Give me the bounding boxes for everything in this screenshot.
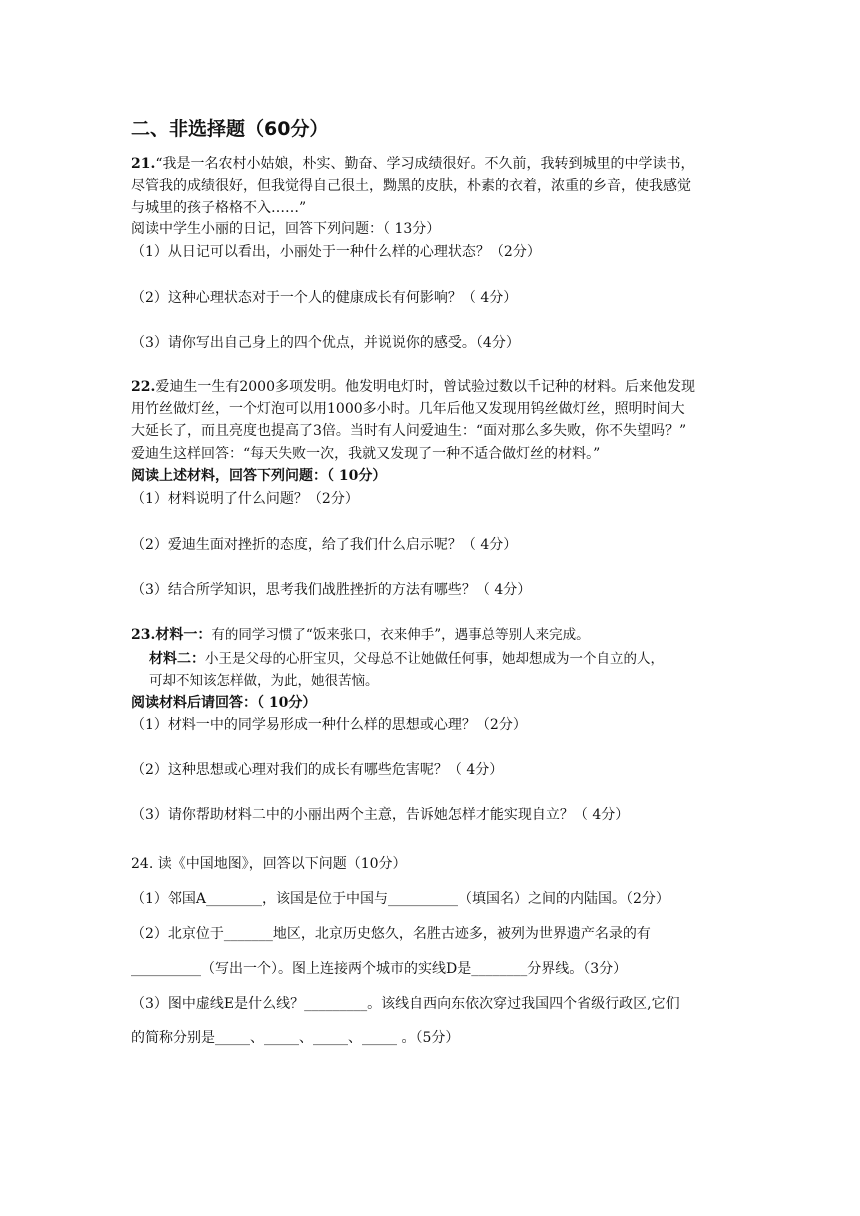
q22-passage-line-4: 爱迪生这样回答：“每天失败一次，我就又发现了一种不适合做灯丝的材料。” [131,446,601,462]
q23-item-2: （2）这种思想或心理对我们的成长有哪些危害呢？（ 4分） [131,762,504,778]
q22-prompt: 阅读上述材料，回答下列问题：（ 10分） [131,468,387,484]
q22-item-3: （3）结合所学知识，思考我们战胜挫折的方法有哪些？（ 4分） [131,582,532,598]
q24-title: 24. 读《中国地图》，回答以下问题（10分） [131,856,407,872]
q23-material-1-label: 材料一： [155,627,212,643]
q22-item-1: （1）材料说明了什么问题？（2分） [131,491,359,507]
q21-item-2: （2）这种心理状态对于一个人的健康成长有何影响？（ 4分） [131,290,518,306]
q23-material-2-line-2: 可却不知该怎样做，为此，她很苦恼。 [149,673,379,689]
q22-passage-line-3: 大延长了，而且亮度也提高了3倍。当时有人问爱迪生：“面对那么多失败，你不失望吗？” [131,423,687,439]
q24-line-5: 的简称分别是_____、_____、_____、_____ 。（5分） [131,1030,460,1046]
q21-prompt: 阅读中学生小丽的日记，回答下列问题：（ 13分） [131,221,441,237]
q23-item-3: （3）请你帮助材料二中的小丽出两个主意，告诉她怎样才能实现自立？（ 4分） [131,807,630,823]
q21-passage-line-2: 尽管我的成绩很好，但我觉得自己很土，黝黑的皮肤，朴素的衣着，浓重的乡音，使我感觉 [131,178,691,194]
q21-item-3: （3）请你写出自己身上的四个优点，并说说你的感受。（4分） [131,335,520,351]
q23-material-2-label: 材料二： [149,651,205,667]
q23-item-1: （1）材料一中的同学易形成一种什么样的思想或心理？（2分） [131,717,527,733]
q22-item-2: （2）爱迪生面对挫折的态度，给了我们什么启示呢？（ 4分） [131,537,518,553]
q21-item-1: （1）从日记可以看出，小丽处于一种什么样的心理状态？（2分） [131,244,541,260]
q21-passage-line-3: 与城里的孩子格格不入……” [131,200,307,216]
q21-passage-line-1: 21.“我是一名农村小姑娘，朴实、勤奋、学习成绩很好。不久前，我转到城里的中学读书， [131,156,695,172]
q24-line-3: __________（写出一个）。图上连接两个城市的实线D是________分界线。（3分） [131,961,628,977]
q23-material-1: 23.材料一：有的同学习惯了“饭来张口，衣来伸手”，遇事总等别人来完成。 [131,627,590,643]
q23-prompt: 阅读材料后请回答：（ 10分） [131,695,317,711]
q24-line-2: （2）北京位于_______地区，北京历史悠久，名胜古迹多，被列为世界遗产名录的有 [131,926,651,942]
q22-passage-line-1: 22.爱迪生一生有2000多项发明。他发明电灯时，曾试验过数以千记种的材料。后来他发现 [131,379,695,395]
q22-passage-line-2: 用竹丝做灯丝，一个灯泡可以用1000多小时。几年后他又发现用钨丝做灯丝，照明时间大 [131,401,685,417]
q23-number: 23. [131,627,156,643]
q21-number: 21. [131,156,156,172]
section-title: 二、非选择题（60分） [131,118,329,140]
q24-line-4: （3）图中虚线E是什么线？_________。该线自西向东依次穿过我国四个省级行政区,它们 [131,996,680,1012]
q24-line-1: （1）邻国A________，该国是位于中国与__________（填国名）之间的内陆国。（2分） [131,891,670,907]
q22-number: 22. [131,379,156,395]
q23-material-2-line-1: 材料二：小王是父母的心肝宝贝，父母总不让她做任何事，她却想成为一个自立的人， [149,651,664,667]
